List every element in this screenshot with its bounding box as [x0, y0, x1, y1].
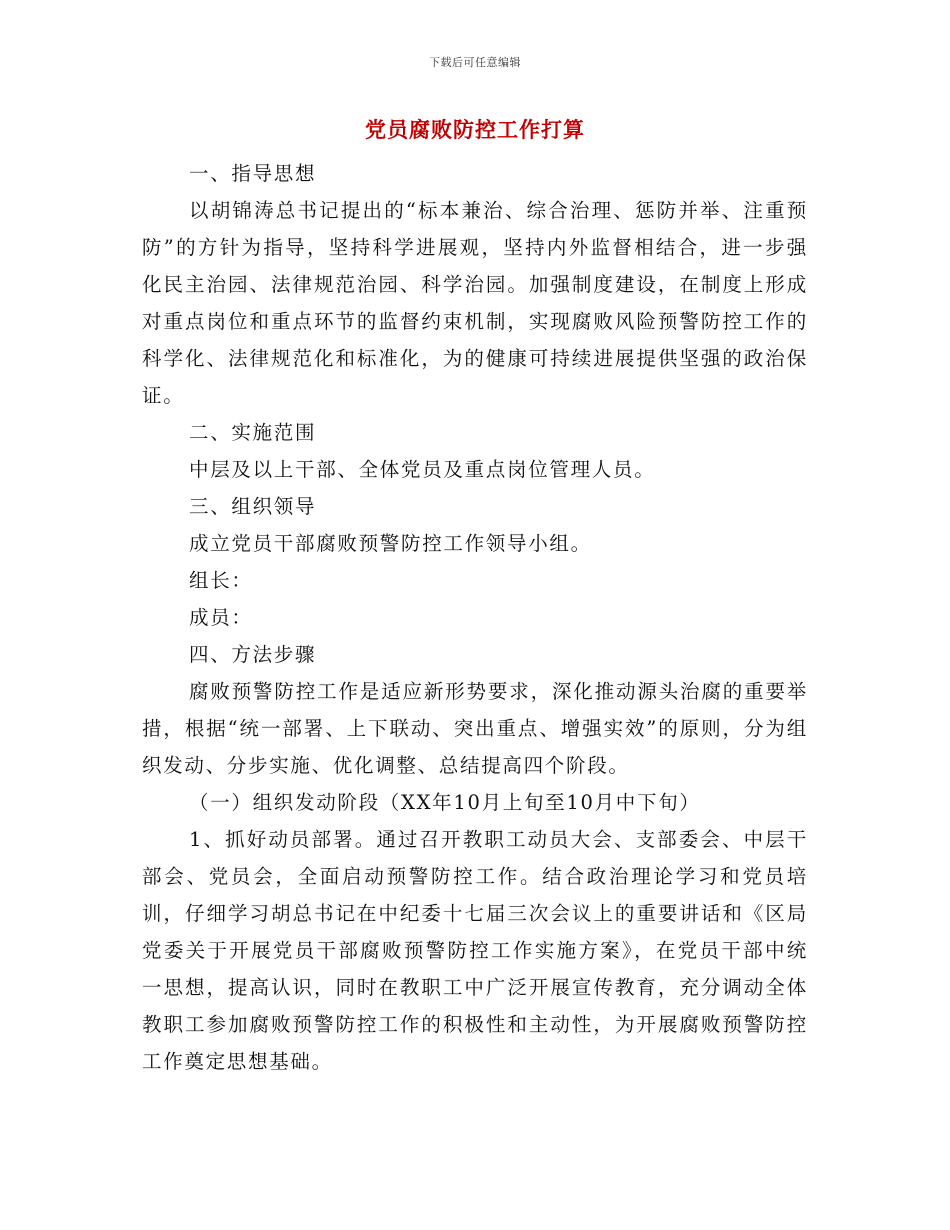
members-line: 成员：	[189, 606, 253, 629]
paragraph-scope: 中层及以上干部、全体党员及重点岗位管理人员。	[189, 458, 656, 481]
paragraph-leadership: 成立党员干部腐败预警防控工作领导小组。	[189, 532, 592, 555]
group-leader-line: 组长：	[189, 569, 253, 592]
section-heading-guiding-ideology: 一、指导思想	[189, 162, 317, 185]
section-heading-methods: 四、方法步骤	[189, 643, 317, 666]
section-heading-leadership: 三、组织领导	[189, 495, 317, 518]
document-body	[142, 155, 808, 1080]
document-title: 党员腐败防控工作打算	[365, 117, 585, 142]
header-note: 下载后可任意编辑	[429, 56, 521, 69]
section-heading-scope: 二、实施范围	[189, 421, 317, 444]
paragraph-mobilization: 1、抓好动员部署。通过召开教职工动员大会、支部委会、中层干部会、党员会，全面启动预警防控工作。结合政治理论学习和党员培训，仔细学习胡总书记在中纪委十七届三次会议上的重要讲话和《区局党委关于开展党员干部腐败预警防控工作实施方案》，在党员干部中统一思想，提高认识，同时在教职工中广泛开展宣传教育，充分调动全体教职工参加腐败预警防控工作的积极性和主动性，为开展腐败预警防控工作奠定思想基础。	[142, 828, 808, 1073]
paragraph-methods: 腐败预警防控工作是适应新形势要求，深化推动源头治腐的重要举措，根据“统一部署、上下联动、突出重点、增强实效”的原则，分为组织发动、分步实施、优化调整、总结提高四个阶段。	[142, 680, 808, 777]
subsection-heading-phase-one: （一）组织发动阶段（XX年10月上旬至10月中下旬）	[189, 791, 701, 814]
paragraph-guiding-ideology: 以胡锦涛总书记提出的“标本兼治、综合治理、惩防并举、注重预防”的方针为指导，坚持科学进展观，坚持内外监督相结合，进一步强化民主治园、法律规范治园、科学治园。加强制度建设，在制度上形成对重点岗位和重点环节的监督约束机制，实现腐败风险预警防控工作的科学化、法律规范化和标准化，为的健康可持续进展提供坚强的政治保证。	[142, 199, 808, 407]
